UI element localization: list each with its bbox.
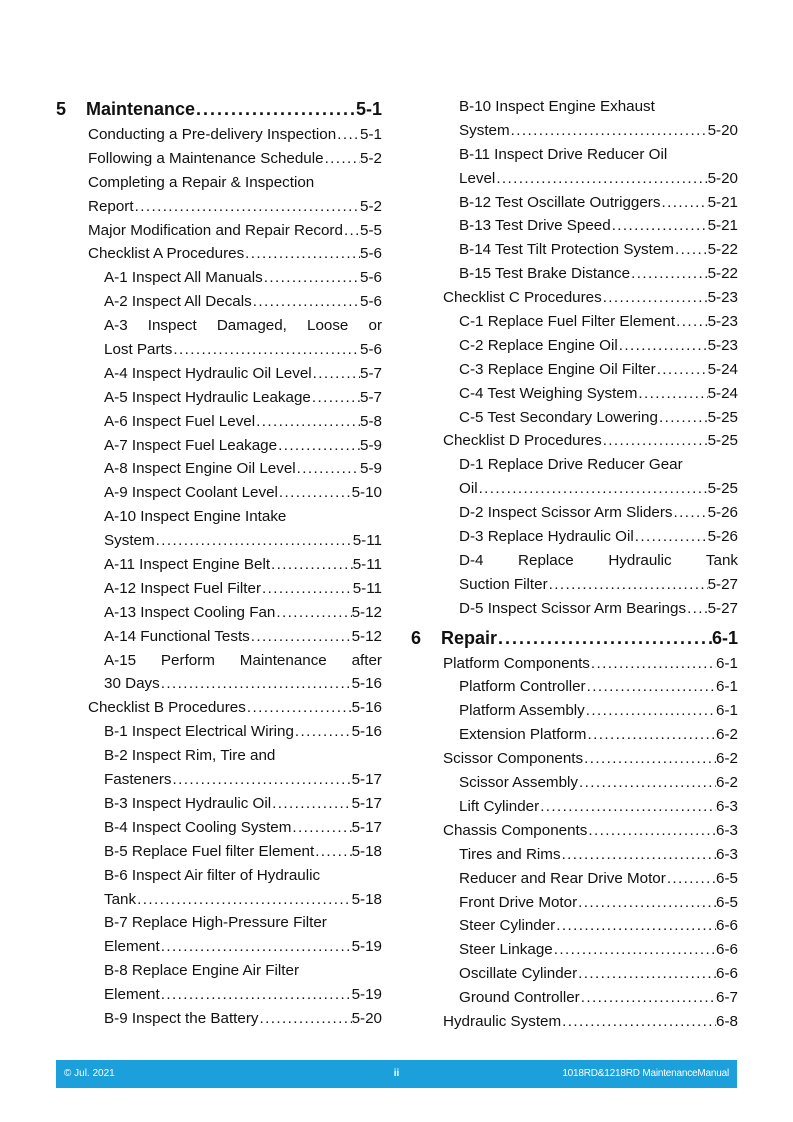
toc-entry-title: Hydraulic System xyxy=(443,1012,562,1030)
dot-leader xyxy=(577,962,716,986)
toc-entry-title: A-7 Inspect Fuel Leakage xyxy=(104,436,278,454)
dot-leader xyxy=(578,771,716,795)
toc-subsection-entry[interactable] xyxy=(411,95,738,119)
toc-page-number: 6-3 xyxy=(716,797,738,815)
dot-leader xyxy=(583,747,716,771)
toc-entry-title: Following a Maintenance Schedule xyxy=(88,149,324,167)
dot-leader xyxy=(590,652,716,676)
toc-page-number: 5-22 xyxy=(707,241,738,259)
dot-leader xyxy=(587,819,716,843)
toc-page-number: 5-7 xyxy=(360,364,382,382)
toc-page-number: 5-2 xyxy=(360,149,382,167)
toc-entry-title: A-2 Inspect All Decals xyxy=(104,293,252,311)
toc-entry-title: Chassis Components xyxy=(443,821,588,839)
toc-subsection-entry[interactable] xyxy=(411,334,738,358)
toc-subsection-entry[interactable] xyxy=(56,888,382,912)
toc-subsection-entry[interactable] xyxy=(56,362,382,386)
dot-leader xyxy=(555,914,716,938)
toc-subsection-entry[interactable] xyxy=(411,453,738,477)
toc-subsection-entry[interactable] xyxy=(411,843,738,867)
toc-page-number: 6-5 xyxy=(716,869,738,887)
toc-subsection-entry[interactable] xyxy=(411,573,738,597)
toc-page-number: 5-19 xyxy=(351,938,382,956)
toc-subsection-entry[interactable] xyxy=(411,119,738,143)
toc-page-number: 5-26 xyxy=(707,528,738,546)
toc-page-number: 6-3 xyxy=(716,821,738,839)
toc-entry-title: Report xyxy=(88,197,134,215)
chapter-number: 6 xyxy=(411,627,422,648)
toc-entry-title: B-2 Inspect Rim, Tire and xyxy=(104,747,276,765)
toc-page-number: 5-10 xyxy=(351,484,382,502)
toc-entry-title: B-1 Inspect Electrical Wiring xyxy=(104,723,294,741)
dot-leader xyxy=(291,816,351,840)
toc-section-entry[interactable] xyxy=(56,147,382,171)
toc-entry-title: D-4 Replace Hydraulic Tank xyxy=(459,551,738,569)
toc-page-number: 5-21 xyxy=(707,193,738,211)
toc-right-column xyxy=(411,95,738,1034)
toc-page-number: 6-5 xyxy=(716,893,738,911)
toc-entry-title: B-13 Test Drive Speed xyxy=(459,217,611,235)
toc-entry-title: Platform Components xyxy=(443,654,590,672)
dot-leader xyxy=(561,843,716,867)
toc-entry-title: B-3 Inspect Hydraulic Oil xyxy=(104,794,272,812)
toc-subsection-entry[interactable] xyxy=(411,310,738,334)
toc-section-entry[interactable] xyxy=(411,819,738,843)
toc-page-number: 5-17 xyxy=(351,794,382,812)
toc-entry-title: Steer Cylinder xyxy=(459,917,556,935)
dot-leader xyxy=(586,723,716,747)
toc-page-number: 5-12 xyxy=(351,603,382,621)
toc-page-number: 6-7 xyxy=(716,989,738,1007)
toc-page-number: 6-6 xyxy=(716,917,738,935)
toc-subsection-entry[interactable] xyxy=(56,625,382,649)
toc-subsection-entry[interactable] xyxy=(56,290,382,314)
toc-entry-title: A-6 Inspect Fuel Level xyxy=(104,412,256,430)
toc-section-entry[interactable] xyxy=(411,1010,738,1034)
toc-subsection-entry[interactable] xyxy=(56,720,382,744)
toc-entry-title: 30 Days xyxy=(104,675,160,693)
toc-entry-title: Steer Linkage xyxy=(459,941,553,959)
toc-entry-title: A-13 Inspect Cooling Fan xyxy=(104,603,276,621)
toc-page-number: 5-6 xyxy=(360,341,382,359)
toc-entry-title: A-12 Inspect Fuel Filter xyxy=(104,579,261,597)
toc-subsection-entry[interactable] xyxy=(411,406,738,430)
toc-entry-title: Checklist B Procedures xyxy=(88,699,246,717)
toc-left-column xyxy=(56,95,382,1031)
toc-page-number: 6-1 xyxy=(716,678,738,696)
dot-leader xyxy=(343,219,360,243)
toc-subsection-entry[interactable] xyxy=(411,986,738,1010)
toc-page-number: 5-23 xyxy=(707,336,738,354)
dot-leader xyxy=(252,290,360,314)
toc-subsection-entry[interactable] xyxy=(411,238,738,262)
toc-subsection-entry[interactable] xyxy=(411,699,738,723)
dot-leader xyxy=(602,286,708,310)
toc-subsection-entry[interactable] xyxy=(56,577,382,601)
toc-page-number: 5-23 xyxy=(707,289,738,307)
toc-page-number: 5-11 xyxy=(352,556,382,574)
dot-leader xyxy=(134,195,360,219)
toc-entry-title: A-4 Inspect Hydraulic Oil Level xyxy=(104,364,312,382)
toc-subsection-entry[interactable] xyxy=(411,549,738,573)
toc-page-number: 5-7 xyxy=(360,388,382,406)
dot-leader xyxy=(250,625,352,649)
toc-section-entry[interactable] xyxy=(411,429,738,453)
toc-entry-title: Suction Filter xyxy=(459,575,548,593)
dot-leader xyxy=(160,983,352,1007)
toc-entry-title: Oscillate Cylinder xyxy=(459,965,578,983)
dot-leader xyxy=(666,867,716,891)
toc-page-number: 5-25 xyxy=(707,480,738,498)
toc-page-number: 6-2 xyxy=(716,750,738,768)
toc-subsection-entry[interactable] xyxy=(56,744,382,768)
toc-page-number: 5-20 xyxy=(351,1009,382,1027)
toc-section-entry[interactable] xyxy=(56,696,382,720)
chapter-number: 5 xyxy=(56,99,67,119)
toc-entry-title: B-4 Inspect Cooling System xyxy=(104,818,292,836)
toc-page-number: 5-24 xyxy=(707,384,738,402)
toc-entry-title: Tank xyxy=(104,890,137,908)
toc-page-number: 5-2 xyxy=(360,197,382,215)
toc-entry-title: Tires and Rims xyxy=(459,845,561,863)
dot-leader xyxy=(634,525,708,549)
toc-entry-title: B-6 Inspect Air filter of Hydraulic xyxy=(104,866,321,884)
toc-section-entry[interactable] xyxy=(411,747,738,771)
toc-entry-title: C-3 Replace Engine Oil Filter xyxy=(459,360,656,378)
toc-entry-title: D-3 Replace Hydraulic Oil xyxy=(459,528,634,546)
toc-subsection-entry[interactable] xyxy=(56,911,382,935)
toc-subsection-entry[interactable] xyxy=(411,262,738,286)
dot-leader xyxy=(155,529,353,553)
toc-subsection-entry[interactable] xyxy=(411,382,738,406)
toc-entry-title: Extension Platform xyxy=(459,726,587,744)
toc-subsection-entry[interactable] xyxy=(56,314,382,338)
toc-page-number: 5-27 xyxy=(707,575,738,593)
toc-entry-title: System xyxy=(104,532,155,550)
toc-entry-title: Element xyxy=(104,986,160,1004)
toc-subsection-entry[interactable] xyxy=(56,935,382,959)
toc-entry-title: Repair xyxy=(441,627,498,648)
toc-page-number: 5-25 xyxy=(707,408,738,426)
toc-entry-title: Checklist D Procedures xyxy=(443,432,602,450)
dot-leader xyxy=(658,406,708,430)
toc-subsection-entry[interactable] xyxy=(411,675,738,699)
toc-subsection-entry[interactable] xyxy=(411,597,738,621)
toc-page-number: 5-23 xyxy=(707,313,738,331)
toc-subsection-entry[interactable] xyxy=(411,938,738,962)
toc-entry-title: Platform Controller xyxy=(459,678,586,696)
toc-section-entry[interactable] xyxy=(411,286,738,310)
toc-subsection-entry[interactable] xyxy=(56,1007,382,1031)
toc-page-number: 6-6 xyxy=(716,941,738,959)
toc-subsection-entry[interactable] xyxy=(411,501,738,525)
toc-entry-title: A-14 Functional Tests xyxy=(104,627,250,645)
footer-page-number: ii xyxy=(393,1068,400,1079)
dot-leader xyxy=(510,119,708,143)
toc-page-number: 5-6 xyxy=(360,269,382,287)
footer-manual-title: 1018RD&1218RD MaintenanceManual xyxy=(562,1068,729,1079)
toc-entry-title: A-8 Inspect Engine Oil Level xyxy=(104,460,296,478)
toc-entry-title: Platform Assembly xyxy=(459,702,585,720)
toc-page-number: 5-22 xyxy=(707,265,738,283)
toc-page-number: 6-1 xyxy=(716,654,738,672)
dot-leader xyxy=(586,675,716,699)
dot-leader xyxy=(275,601,351,625)
dot-leader xyxy=(585,699,716,723)
toc-entry-title: Completing a Repair & Inspection xyxy=(88,173,315,191)
toc-entry-title: B-12 Test Oscillate Outriggers xyxy=(459,193,661,211)
dot-leader xyxy=(314,840,351,864)
toc-subsection-entry[interactable] xyxy=(56,266,382,290)
dot-leader xyxy=(618,334,708,358)
toc-page-number: 5-20 xyxy=(707,121,738,139)
toc-subsection-entry[interactable] xyxy=(56,529,382,553)
dot-leader xyxy=(160,672,352,696)
toc-subsection-entry[interactable] xyxy=(411,525,738,549)
toc-page-number: 5-9 xyxy=(360,436,382,454)
toc-page-number: 5-1 xyxy=(355,99,382,119)
toc-entry-title: D-1 Replace Drive Reducer Gear xyxy=(459,456,683,474)
dot-leader xyxy=(656,358,708,382)
toc-entry-title: Checklist A Procedures xyxy=(88,245,245,263)
toc-subsection-entry[interactable] xyxy=(56,983,382,1007)
dot-leader xyxy=(637,382,707,406)
toc-page-number: 5-1 xyxy=(360,126,382,143)
dot-leader xyxy=(259,1007,352,1031)
dot-leader xyxy=(278,481,352,505)
dot-leader xyxy=(294,720,352,744)
page-footer xyxy=(56,1060,737,1088)
toc-entry-title: Oil xyxy=(459,480,478,498)
toc-entry-title: C-5 Test Secondary Lowering xyxy=(459,408,658,426)
toc-page-number: 5-27 xyxy=(707,599,738,617)
toc-page-number: 5-6 xyxy=(360,245,382,263)
toc-entry-title: B-15 Test Brake Distance xyxy=(459,265,631,283)
toc-page-number: 5-17 xyxy=(351,771,382,789)
toc-entry-title: System xyxy=(459,121,510,139)
toc-entry-title: Maintenance xyxy=(86,99,196,119)
dot-leader xyxy=(172,338,360,362)
toc-subsection-entry[interactable] xyxy=(56,840,382,864)
toc-subsection-entry[interactable] xyxy=(56,553,382,577)
dot-leader xyxy=(674,238,708,262)
toc-entry-title: Major Modification and Repair Record xyxy=(88,221,343,239)
dot-leader xyxy=(478,477,708,501)
toc-page-number: 5-8 xyxy=(360,412,382,430)
footer-copyright: © Jul. 2021 xyxy=(64,1068,115,1079)
dot-leader xyxy=(277,434,360,458)
toc-entry-title: C-1 Replace Fuel Filter Element xyxy=(459,313,676,331)
dot-leader xyxy=(136,888,352,912)
toc-entry-title: A-11 Inspect Engine Belt xyxy=(104,556,271,574)
dot-leader xyxy=(255,410,360,434)
toc-page-number: 6-6 xyxy=(716,965,738,983)
toc-page-number: 5-9 xyxy=(360,460,382,478)
dot-leader xyxy=(296,457,360,481)
toc-page-number: 5-18 xyxy=(351,842,382,860)
dot-leader xyxy=(630,262,708,286)
toc-entry-title: D-5 Inspect Scissor Arm Bearings xyxy=(459,599,687,617)
dot-leader xyxy=(673,501,708,525)
toc-section-entry[interactable] xyxy=(56,171,382,195)
toc-section-entry[interactable] xyxy=(56,242,382,266)
dot-leader xyxy=(548,573,708,597)
dot-leader xyxy=(686,597,708,621)
dot-leader xyxy=(580,986,716,1010)
dot-leader xyxy=(311,386,360,410)
toc-page-number: 5-18 xyxy=(351,890,382,908)
toc-page-number: 5-5 xyxy=(360,221,382,239)
toc-entry-title: Front Drive Motor xyxy=(459,893,578,911)
dot-leader xyxy=(270,553,353,577)
toc-subsection-entry[interactable] xyxy=(411,962,738,986)
dot-leader xyxy=(539,795,716,819)
toc-entry-title: Element xyxy=(104,938,160,956)
toc-chapter-heading[interactable] xyxy=(56,95,382,123)
toc-section-entry[interactable] xyxy=(411,652,738,676)
toc-entry-title: Lost Parts xyxy=(104,341,173,359)
dot-leader xyxy=(495,167,707,191)
toc-subsection-entry[interactable] xyxy=(56,601,382,625)
toc-page-number: 5-17 xyxy=(351,818,382,836)
toc-entry-title: A-15 Perform Maintenance after xyxy=(104,651,382,669)
toc-subsection-entry[interactable] xyxy=(56,959,382,983)
toc-entry-title: A-9 Inspect Coolant Level xyxy=(104,484,278,502)
toc-entry-title: B-5 Replace Fuel filter Element xyxy=(104,842,315,860)
dot-leader xyxy=(195,95,356,123)
toc-entry-title: B-9 Inspect the Battery xyxy=(104,1009,259,1027)
toc-entry-title: Fasteners xyxy=(104,771,172,789)
toc-subsection-entry[interactable] xyxy=(411,795,738,819)
toc-page-number: 5-21 xyxy=(707,217,738,235)
toc-section-entry[interactable] xyxy=(56,195,382,219)
toc-subsection-entry[interactable] xyxy=(411,771,738,795)
toc-entry-title: B-8 Replace Engine Air Filter xyxy=(104,962,299,980)
toc-page-number: 5-20 xyxy=(707,169,738,187)
toc-page-number: 5-16 xyxy=(351,699,382,717)
dot-leader xyxy=(244,242,360,266)
dot-leader xyxy=(172,768,352,792)
dot-leader xyxy=(261,577,353,601)
toc-subsection-entry[interactable] xyxy=(56,457,382,481)
toc-subsection-entry[interactable] xyxy=(411,358,738,382)
toc-entry-title: Level xyxy=(459,169,496,187)
dot-leader xyxy=(497,624,712,652)
toc-subsection-entry[interactable] xyxy=(56,864,382,888)
toc-entry-title: Scissor Assembly xyxy=(459,774,579,792)
toc-entry-title: A-10 Inspect Engine Intake xyxy=(104,508,287,526)
toc-entry-title: D-2 Inspect Scissor Arm Sliders xyxy=(459,504,673,522)
toc-page-number: 6-1 xyxy=(716,702,738,720)
toc-page-number: 5-16 xyxy=(351,723,382,741)
toc-entry-title: B-10 Inspect Engine Exhaust xyxy=(459,98,655,115)
toc-subsection-entry[interactable] xyxy=(411,167,738,191)
toc-page-number: 5-25 xyxy=(707,432,738,450)
toc-section-entry[interactable] xyxy=(56,123,382,147)
toc-page-number: 6-1 xyxy=(711,627,738,648)
toc-page-number: 5-16 xyxy=(351,675,382,693)
toc-subsection-entry[interactable] xyxy=(56,410,382,434)
toc-subsection-entry[interactable] xyxy=(56,481,382,505)
toc-entry-title: Conducting a Pre-delivery Inspection xyxy=(88,126,337,143)
toc-entry-title: Checklist C Procedures xyxy=(443,289,602,307)
toc-entry-title: C-4 Test Weighing System xyxy=(459,384,638,402)
dot-leader xyxy=(561,1010,716,1034)
toc-page-number: 6-8 xyxy=(716,1012,738,1030)
toc-subsection-entry[interactable] xyxy=(56,386,382,410)
toc-subsection-entry[interactable] xyxy=(56,434,382,458)
toc-entry-title: A-1 Inspect All Manuals xyxy=(104,269,263,287)
toc-entry-title: Reducer and Rear Drive Motor xyxy=(459,869,666,887)
toc-entry-title: C-2 Replace Engine Oil xyxy=(459,336,618,354)
dot-leader xyxy=(660,191,707,215)
toc-page-number: 6-2 xyxy=(716,726,738,744)
toc-subsection-entry[interactable] xyxy=(411,723,738,747)
dot-leader xyxy=(602,429,708,453)
toc-page-number: 5-19 xyxy=(351,986,382,1004)
toc-subsection-entry[interactable] xyxy=(411,191,738,215)
toc-page-number: 5-26 xyxy=(707,504,738,522)
dot-leader xyxy=(577,891,716,915)
toc-entry-title: B-14 Test Tilt Protection System xyxy=(459,241,674,259)
toc-page-number: 6-2 xyxy=(716,774,738,792)
dot-leader xyxy=(263,266,360,290)
dot-leader xyxy=(312,362,360,386)
dot-leader xyxy=(324,147,360,171)
toc-subsection-entry[interactable] xyxy=(56,338,382,362)
toc-subsection-entry[interactable] xyxy=(411,143,738,167)
toc-subsection-entry[interactable] xyxy=(56,792,382,816)
toc-page-number: 5-6 xyxy=(360,293,382,311)
toc-subsection-entry[interactable] xyxy=(411,914,738,938)
toc-entry-title: A-3 Inspect Damaged, Loose or xyxy=(104,317,382,335)
dot-leader xyxy=(246,696,352,720)
dot-leader xyxy=(675,310,708,334)
dot-leader xyxy=(160,935,352,959)
toc-subsection-entry[interactable] xyxy=(56,768,382,792)
toc-entry-title: B-11 Inspect Drive Reducer Oil xyxy=(459,145,668,163)
toc-page-number: 5-11 xyxy=(352,579,382,597)
dot-leader xyxy=(611,214,708,238)
toc-entry-title: A-5 Inspect Hydraulic Leakage xyxy=(104,388,311,406)
dot-leader xyxy=(553,938,716,962)
toc-entry-title: B-7 Replace High-Pressure Filter xyxy=(104,914,327,932)
toc-subsection-entry[interactable] xyxy=(411,477,738,501)
toc-page-number: 5-24 xyxy=(707,360,738,378)
toc-subsection-entry[interactable] xyxy=(411,214,738,238)
toc-chapter-heading[interactable] xyxy=(411,624,738,652)
dot-leader xyxy=(271,792,351,816)
toc-subsection-entry[interactable] xyxy=(56,505,382,529)
toc-subsection-entry[interactable] xyxy=(411,867,738,891)
toc-subsection-entry[interactable] xyxy=(56,816,382,840)
toc-entry-title: Ground Controller xyxy=(459,989,580,1007)
toc-page-number: 6-3 xyxy=(716,845,738,863)
toc-entry-title: Scissor Components xyxy=(443,750,584,768)
toc-page-number: 5-12 xyxy=(351,627,382,645)
toc-subsection-entry[interactable] xyxy=(56,649,382,673)
toc-subsection-entry[interactable] xyxy=(56,672,382,696)
toc-entry-title: Lift Cylinder xyxy=(459,797,540,815)
toc-subsection-entry[interactable] xyxy=(411,891,738,915)
dot-leader xyxy=(336,123,360,147)
toc-section-entry[interactable] xyxy=(56,219,382,243)
toc-page-number: 5-11 xyxy=(352,532,382,550)
